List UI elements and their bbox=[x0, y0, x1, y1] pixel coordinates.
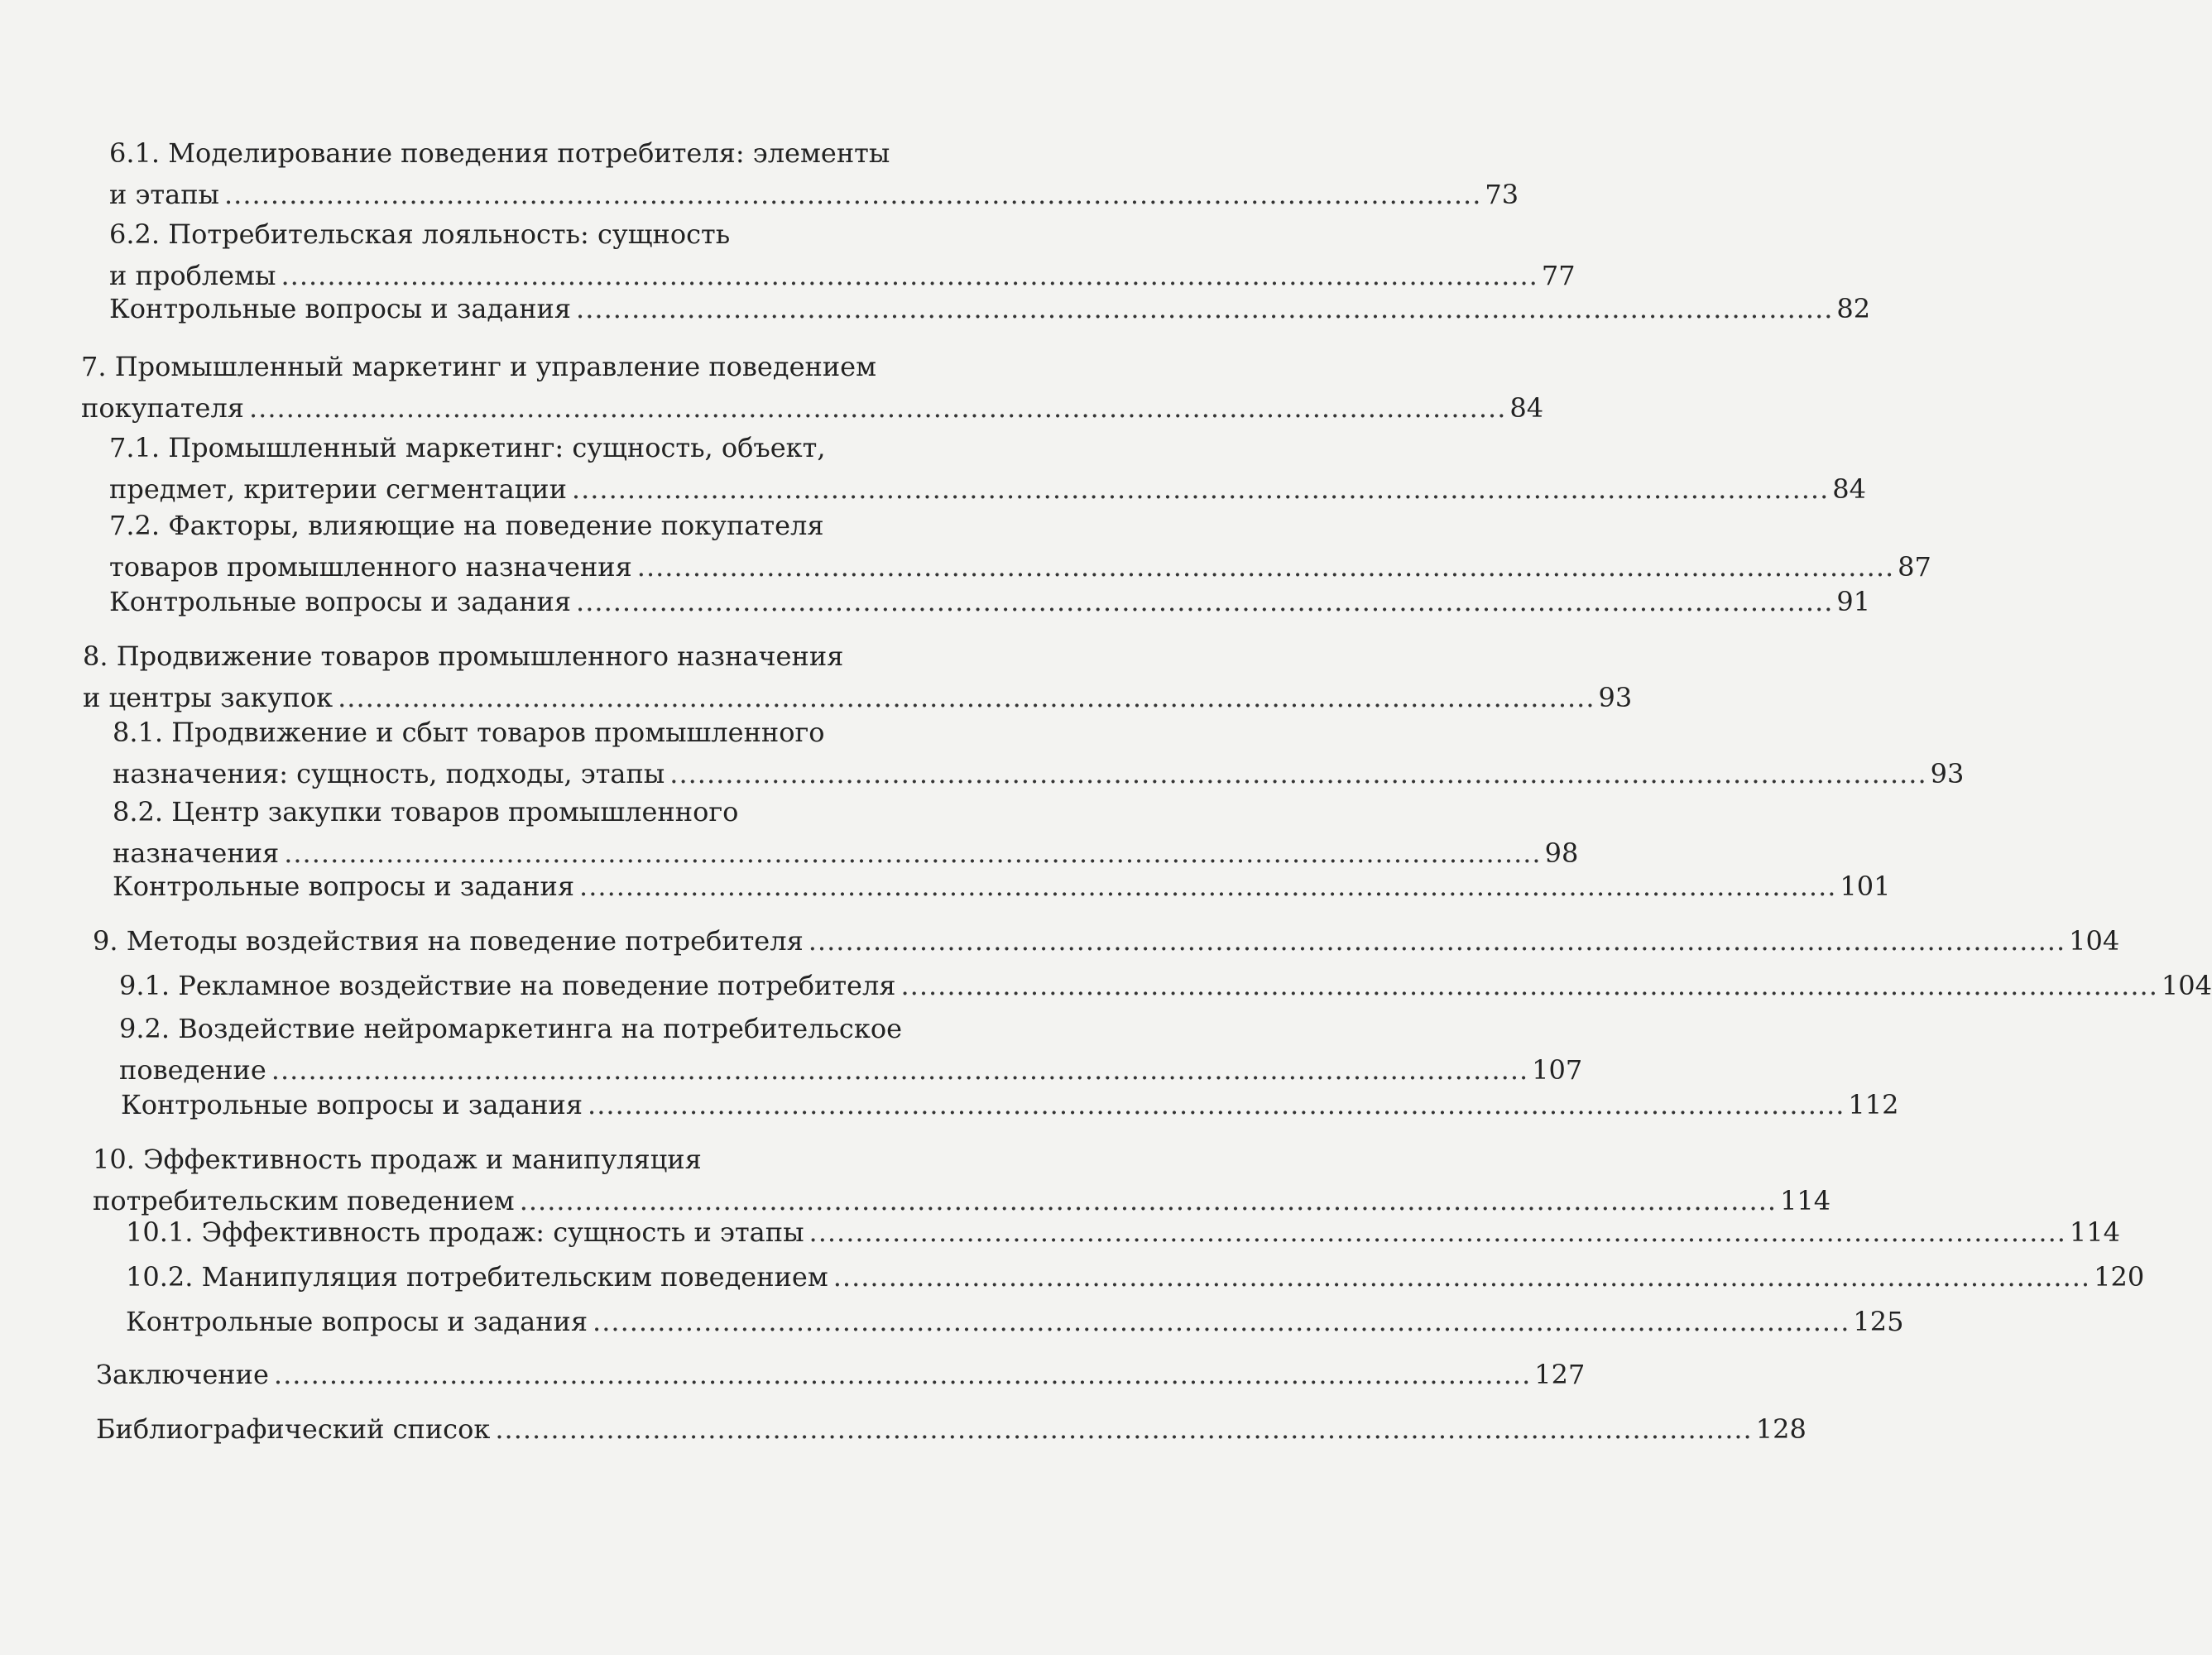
dot-leader: ........................................................................................................................................ bbox=[284, 837, 1542, 869]
dot-leader: ........................................................................................................................................ bbox=[588, 1089, 1845, 1120]
toc-page-number: 120 bbox=[2094, 1261, 2145, 1293]
toc-entry-title-line: 6.2. Потребительская лояльность: сущность bbox=[109, 218, 731, 250]
dot-leader: ........................................................................................................................................ bbox=[224, 179, 1482, 210]
toc-entry-6-2 bbox=[109, 213, 1576, 296]
dot-leader: ........................................................................................................................................ bbox=[593, 1306, 1850, 1337]
toc-entry-8-2 bbox=[113, 791, 1579, 874]
toc-page-number: 87 bbox=[1898, 551, 1931, 583]
toc-page-number: 91 bbox=[1836, 586, 1871, 617]
dot-leader: ........................................................................................................................................ bbox=[832, 1261, 2091, 1293]
toc-entry-title-end: Контрольные вопросы и задания bbox=[126, 1306, 588, 1337]
toc-entry-title-end: Контрольные вопросы и задания bbox=[109, 586, 572, 617]
toc-page-number: 98 bbox=[1544, 837, 1579, 869]
toc-entry-title-end: назначения bbox=[113, 837, 280, 869]
dot-leader: ........................................................................................................................................ bbox=[271, 1054, 1529, 1086]
toc-page-number: 114 bbox=[2069, 1216, 2120, 1248]
toc-page-number: 93 bbox=[1930, 758, 1965, 789]
dot-leader: ........................................................................................................................................ bbox=[809, 1216, 2066, 1248]
toc-entry-10-2 bbox=[126, 1256, 2145, 1298]
dot-leader: ........................................................................................................................................ bbox=[669, 758, 1927, 789]
dot-leader: ........................................................................................................................................ bbox=[248, 392, 1507, 424]
toc-entry-9-2 bbox=[119, 1008, 1583, 1091]
toc-entry-title-end: Контрольные вопросы и задания bbox=[121, 1089, 583, 1120]
toc-entry-title-end: назначения: сущность, подходы, этапы bbox=[113, 758, 665, 789]
toc-entry-title-end: предмет, критерии сегментации bbox=[109, 473, 567, 505]
toc-page-number: 84 bbox=[1509, 392, 1544, 424]
toc-page-number: 82 bbox=[1836, 293, 1871, 324]
dot-leader: ........................................................................................................................................ bbox=[338, 682, 1595, 713]
toc-page-number: 73 bbox=[1485, 179, 1519, 210]
toc-entry-8 bbox=[83, 636, 1633, 718]
toc-page-number: 128 bbox=[1755, 1413, 1807, 1445]
toc-entry-10 bbox=[93, 1139, 1831, 1221]
toc-page-number: 107 bbox=[1532, 1054, 1583, 1086]
dot-leader: ........................................................................................................................................ bbox=[576, 586, 1834, 617]
toc-entry-8-1 bbox=[113, 712, 1965, 794]
toc-entry-bibliography bbox=[96, 1408, 1807, 1450]
toc-page-number: 101 bbox=[1840, 871, 1891, 902]
toc-entry-7-1 bbox=[109, 427, 1866, 510]
toc-entry-6-1 bbox=[109, 132, 1519, 215]
toc-page-number: 125 bbox=[1853, 1306, 1904, 1337]
toc-entry-title-line: 9.2. Воздействие нейромаркетинга на потребительское bbox=[119, 1013, 903, 1044]
toc-entry-title-end: товаров промышленного назначения bbox=[109, 551, 632, 583]
toc-entry-title-line: 8.1. Продвижение и сбыт товаров промышленного bbox=[113, 717, 825, 748]
toc-entry-title-end: Заключение bbox=[96, 1359, 269, 1390]
toc-entry-title-line: 6.1. Моделирование поведения потребителя: элементы bbox=[109, 137, 890, 169]
toc-page-number: 104 bbox=[2161, 970, 2212, 1001]
dot-leader: ........................................................................................................................................ bbox=[281, 260, 1538, 291]
toc-page-number: 77 bbox=[1541, 260, 1576, 291]
toc-entry-6-questions bbox=[109, 288, 1871, 329]
toc-entry-10-1 bbox=[126, 1211, 2120, 1253]
toc-entry-title-end: 9.1. Рекламное воздействие на поведение потребителя bbox=[119, 970, 896, 1001]
dot-leader: ........................................................................................................................................ bbox=[571, 473, 1830, 505]
toc-entry-title-end: потребительским поведением bbox=[93, 1185, 515, 1216]
toc-entry-title-end: 10.2. Манипуляция потребительским поведением bbox=[126, 1261, 828, 1293]
toc-entry-title-end: покупателя bbox=[81, 392, 244, 424]
toc-page-number: 112 bbox=[1848, 1089, 1899, 1120]
toc-entry-title-line: 10. Эффективность продаж и манипуляция bbox=[93, 1144, 702, 1175]
toc-entry-title-end: поведение bbox=[119, 1054, 266, 1086]
dot-leader: ........................................................................................................................................ bbox=[636, 551, 1895, 583]
toc-entry-title-end: и этапы bbox=[109, 179, 219, 210]
toc-entry-conclusion bbox=[96, 1354, 1586, 1395]
toc-entry-10-questions bbox=[126, 1301, 1904, 1342]
toc-entry-7-2 bbox=[109, 505, 1931, 588]
dot-leader: ........................................................................................................................................ bbox=[579, 871, 1837, 902]
toc-entry-title-end: Контрольные вопросы и задания bbox=[113, 871, 575, 902]
toc-entry-9-questions bbox=[121, 1084, 1899, 1125]
toc-entry-title-end: Библиографический список bbox=[96, 1413, 491, 1445]
toc-entry-title-line: 7.2. Факторы, влияющие на поведение покупателя bbox=[109, 510, 824, 541]
toc-entry-title-end: и проблемы bbox=[109, 260, 276, 291]
dot-leader: ........................................................................................................................................ bbox=[576, 293, 1834, 324]
dot-leader: ........................................................................................................................................ bbox=[808, 925, 2066, 957]
toc-entry-title-line: 8. Продвижение товаров промышленного назначения bbox=[83, 640, 844, 672]
toc-entry-title-end: и центры закупок bbox=[83, 682, 333, 713]
toc-entry-title-end: Контрольные вопросы и задания bbox=[109, 293, 572, 324]
toc-entry-7-questions bbox=[109, 581, 1871, 622]
dot-leader: ........................................................................................................................................ bbox=[519, 1185, 1778, 1216]
toc-page-number: 93 bbox=[1598, 682, 1633, 713]
toc-entry-title-end: 9. Методы воздействия на поведение потребителя bbox=[93, 925, 804, 957]
toc-entry-title-line: 7.1. Промышленный маркетинг: сущность, объект, bbox=[109, 432, 826, 463]
toc-entry-title-end: 10.1. Эффективность продаж: сущность и этапы bbox=[126, 1216, 804, 1248]
toc-entry-9-1 bbox=[119, 965, 2212, 1006]
toc-entry-9 bbox=[93, 920, 2120, 962]
toc-entry-8-questions bbox=[113, 866, 1891, 907]
toc-page-number: 114 bbox=[1780, 1185, 1831, 1216]
toc-page-number: 127 bbox=[1534, 1359, 1586, 1390]
toc-entry-title-line: 8.2. Центр закупки товаров промышленного bbox=[113, 796, 739, 828]
dot-leader: ........................................................................................................................................ bbox=[900, 970, 2158, 1001]
toc-page-number: 104 bbox=[2069, 925, 2120, 957]
dot-leader: ........................................................................................................................................ bbox=[495, 1413, 1753, 1445]
toc-entry-title-line: 7. Промышленный маркетинг и управление поведением bbox=[81, 351, 876, 382]
toc-page-number: 84 bbox=[1832, 473, 1866, 505]
dot-leader: ........................................................................................................................................ bbox=[273, 1359, 1532, 1390]
toc-entry-7 bbox=[81, 346, 1544, 429]
